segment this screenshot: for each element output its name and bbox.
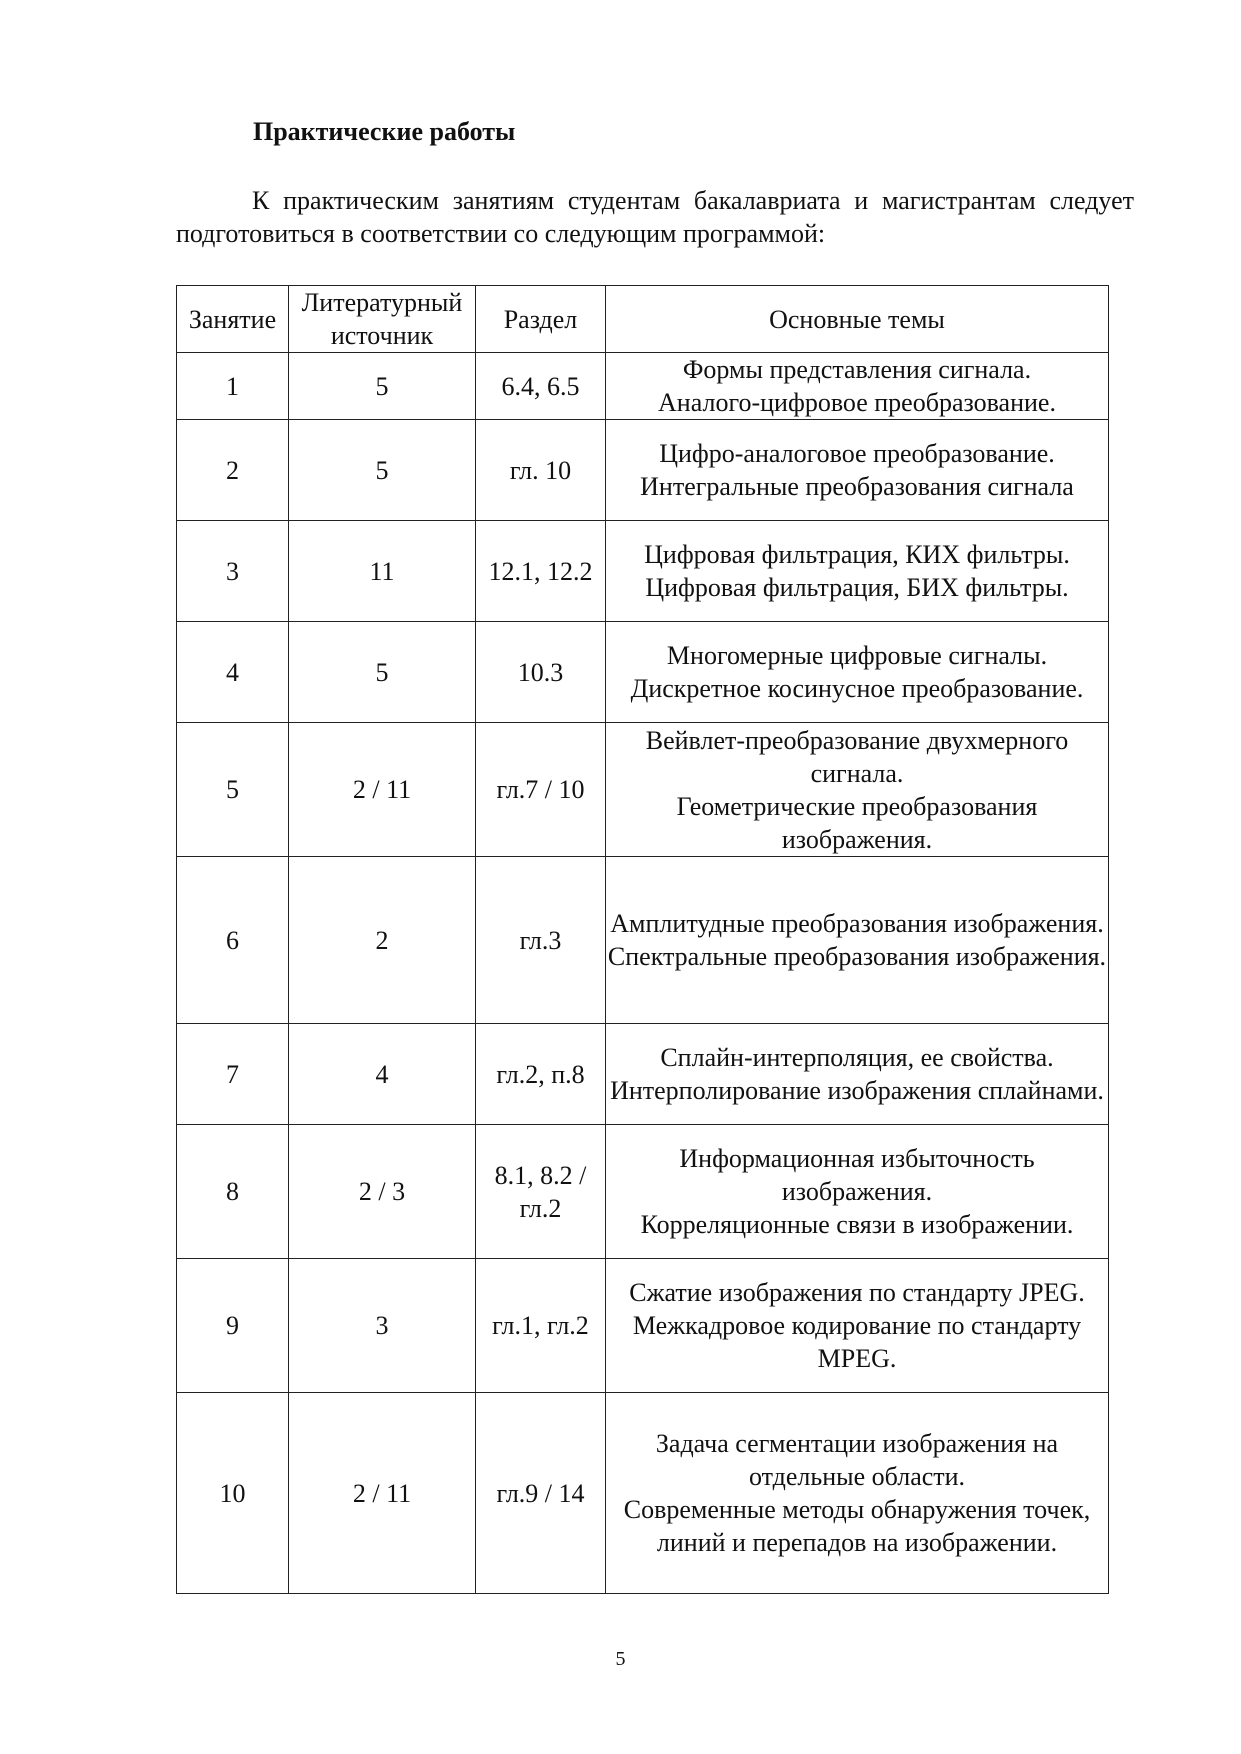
cell-topics [606,1393,1109,1594]
cell-source: 4 [289,1024,476,1125]
cell-lesson: 5 [177,723,289,857]
topic-line: Спектральные преобразования изображения. [607,942,1107,971]
topic-line: Корреляционные связи в изображении. [640,1210,1074,1239]
table-row [177,1393,1109,1594]
cell-topics [606,1024,1109,1125]
cell-section: гл.9 / 14 [476,1393,606,1594]
topic-line: Многомерные цифровые сигналы. [666,641,1048,670]
cell-section: 6.4, 6.5 [476,353,606,420]
cell-section: 8.1, 8.2 / гл.2 [476,1125,606,1259]
topic-line: Интегральные преобразования сигнала [640,472,1074,501]
cell-section: гл.7 / 10 [476,723,606,857]
cell-topics [606,622,1109,723]
cell-source: 2 / 3 [289,1125,476,1259]
topic-line: Цифро-аналоговое преобразование. [659,439,1055,468]
table-row [177,1125,1109,1259]
intro-paragraph: К практическим занятиям студентам бакалавриата и магистрантам следует подготовиться в соответствии со следующим программой: [176,186,1134,248]
table-row [177,420,1109,521]
topic-line: Цифровая фильтрация, БИХ фильтры. [645,573,1069,602]
cell-section: гл.2, п.8 [476,1024,606,1125]
cell-source: 11 [289,521,476,622]
topic-line: Межкадровое кодирование по стандарту MPEG. [632,1311,1082,1373]
cell-topics [606,521,1109,622]
table-row [177,1024,1109,1125]
cell-topics [606,723,1109,857]
topic-line: Аналого-цифровое преобразование. [658,388,1056,417]
section-heading: Практические работы [253,117,516,146]
topic-line: Цифровая фильтрация, КИХ фильтры. [644,540,1070,569]
cell-section: 10.3 [476,622,606,723]
cell-lesson: 7 [177,1024,289,1125]
cell-section: 12.1, 12.2 [476,521,606,622]
topic-line: Геометрические преобразования изображения. [676,791,1038,854]
cell-lesson: 8 [177,1125,289,1259]
topic-line: Дискретное косинусное преобразование. [630,674,1084,703]
cell-lesson: 9 [177,1259,289,1393]
cell-lesson: 1 [177,353,289,420]
cell-source: 5 [289,420,476,521]
topic-line: Вейвлет-преобразование двухмерного сигнала. [645,725,1069,788]
cell-topics [606,857,1109,1024]
topic-line: Современные методы обнаружения точек, линий и перепадов на изображении. [623,1495,1091,1557]
table-row [177,622,1109,723]
table-row [177,353,1109,420]
cell-lesson: 4 [177,622,289,723]
table-header-row [177,286,1109,353]
cell-topics [606,1259,1109,1393]
topic-line: Амплитудные преобразования изображения. [610,909,1104,938]
topic-line: Задача сегментации изображения на отдельные области. [655,1429,1059,1491]
topic-line: Формы представления сигнала. [682,355,1032,384]
cell-lesson: 10 [177,1393,289,1594]
table-row [177,857,1109,1024]
cell-source: 2 / 11 [289,1393,476,1594]
cell-source: 5 [289,353,476,420]
cell-topics [606,1125,1109,1259]
cell-section: гл.1, гл.2 [476,1259,606,1393]
header-section: Раздел [476,286,606,353]
table-row [177,521,1109,622]
table-row [177,1259,1109,1393]
cell-source: 5 [289,622,476,723]
header-lesson: Занятие [177,286,289,353]
cell-lesson: 6 [177,857,289,1024]
page-number: 5 [615,1648,626,1670]
topic-line: Сжатие изображения по стандарту JPEG. [629,1278,1085,1307]
topic-line: Сплайн-интерполяция, ее свойства. [660,1043,1054,1072]
header-source: Литературный источник [289,286,476,353]
table-row [177,723,1109,857]
practical-work-table [176,285,1109,1594]
cell-topics [606,353,1109,420]
header-topics: Основные темы [606,286,1109,353]
cell-lesson: 2 [177,420,289,521]
topic-line: Интерполирование изображения сплайнами. [610,1076,1104,1105]
cell-source: 2 [289,857,476,1024]
cell-lesson: 3 [177,521,289,622]
topic-line: Информационная избыточность изображения. [679,1144,1035,1206]
cell-source: 2 / 11 [289,723,476,857]
cell-source: 3 [289,1259,476,1393]
cell-section: гл. 10 [476,420,606,521]
cell-section: гл.3 [476,857,606,1024]
cell-topics [606,420,1109,521]
